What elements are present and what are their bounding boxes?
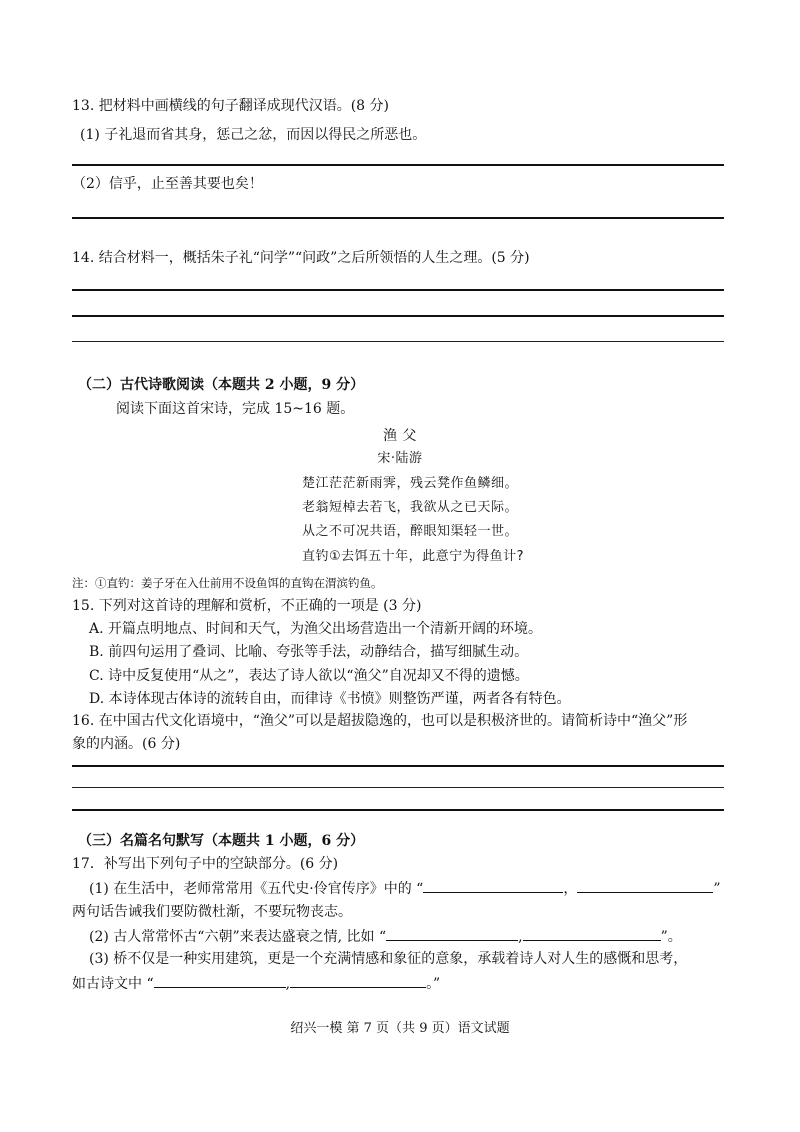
- answer-line: [72, 164, 724, 166]
- q17-item-3-cont: [72, 975, 440, 993]
- poem-line: 从之不可况共语，醉眼知渠轻一世。: [302, 524, 519, 539]
- answer-line: [72, 289, 724, 291]
- q17-item-1-cont: 两句话告诫我们要防微杜渐，不要玩物丧志。: [72, 904, 352, 920]
- page-footer: 绍兴一模 第 7 页（共 9 页）语文试题: [290, 1021, 510, 1036]
- q17-stem: 17．补写出下列句子中的空缺部分。(6 分): [72, 856, 339, 872]
- answer-line: [72, 341, 724, 342]
- q13-sentence-2: （2）信乎，止至善其要也矣！: [72, 176, 263, 192]
- q14-stem: 14. 结合材料一，概括朱子礼“问学”“问政”之后所领悟的人生之理。(5 分): [72, 250, 530, 266]
- answer-line: [72, 315, 724, 317]
- separator: ，: [563, 881, 578, 897]
- answer-line: [72, 765, 724, 767]
- blank-field[interactable]: [523, 928, 661, 941]
- q15-option-c: C. 诗中反复使用“从之”，表达了诗人欲以“渔父”自况却又不得的遗憾。: [89, 668, 529, 684]
- q13-sentence-1: (1) 子礼退而省其身，惩己之忿，而因以得民之所恶也。: [80, 127, 427, 143]
- blank-field[interactable]: [386, 928, 518, 941]
- section-2-title: （二）古代诗歌阅读（本题共 2 小题，9 分）: [78, 377, 365, 393]
- separator: ,: [518, 929, 523, 945]
- poem-title: 渔 父: [383, 428, 417, 444]
- blank-field[interactable]: [290, 975, 426, 988]
- q15-option-a: A. 开篇点明地点、时间和天气，为渔父出场营造出一个清新开阔的环境。: [89, 621, 543, 637]
- q17-item-1-prefix: (1) 在生活中，老师常常用《五代史·伶官传序》中的 “: [89, 881, 424, 897]
- poem-line: 楚江茫茫新雨霁，残云凳作鱼鳞细。: [302, 476, 519, 491]
- poem-note: 注：①直钓：姜子牙在入仕前用不设鱼饵的直钩在渭滨钓鱼。: [72, 576, 383, 590]
- blank-field[interactable]: [423, 880, 563, 893]
- q16-stem-line1: 16. 在中国古代文化语境中，“渔父”可以是超拔隐逸的，也可以是积极济世的。请简析诗中“渔父”形: [72, 713, 688, 729]
- q16-stem-line2: 象的内涵。(6 分): [72, 736, 181, 752]
- close-quote: ”。: [660, 929, 682, 945]
- q13-stem: 13. 把材料中画横线的句子翻译成现代汉语。(8 分): [72, 98, 389, 114]
- poem-line: 直钓①去饵五十年，此意宁为得鱼计?: [302, 549, 525, 564]
- q17-item-3-prefix: 如古诗文中 “: [72, 976, 154, 992]
- section-3-title: （三）名篇名句默写（本题共 1 小题，6 分）: [78, 833, 365, 849]
- answer-line: [72, 809, 724, 811]
- section-2-intro: 阅读下面这首宋诗，完成 15~16 题。: [116, 401, 355, 417]
- q17-item-1: [89, 880, 721, 898]
- answer-line: [72, 217, 724, 219]
- close-quote: ”: [713, 881, 721, 897]
- poem-line: 老翁短棹去若飞，我欲从之已天际。: [302, 500, 519, 515]
- q15-option-b: B. 前四句运用了叠词、比喻、夸张等手法，动静结合，描写细腻生动。: [89, 644, 529, 660]
- close-quote: 。”: [426, 976, 441, 992]
- q17-item-3: (3) 桥不仅是一种实用建筑，更是一个充满情感和象征的意象，承载着诗人对人生的感慨和思考，: [89, 951, 688, 967]
- separator: ,: [285, 976, 291, 992]
- blank-field[interactable]: [154, 975, 286, 988]
- q17-item-2-prefix: (2) 古人常常怀古“六朝”来表达盛衰之情, 比如 “: [89, 929, 387, 945]
- poem-author: 宋·陆游: [377, 451, 423, 466]
- q17-item-2: [89, 928, 682, 946]
- q15-option-d: D. 本诗体现古体诗的流转自由，而律诗《书愤》则整饬严谨，两者各有特色。: [89, 691, 571, 707]
- blank-field[interactable]: [577, 880, 713, 893]
- q15-stem: 15. 下列对这首诗的理解和赏析，不正确的一项是 (3 分): [72, 598, 422, 614]
- answer-line: [72, 787, 724, 788]
